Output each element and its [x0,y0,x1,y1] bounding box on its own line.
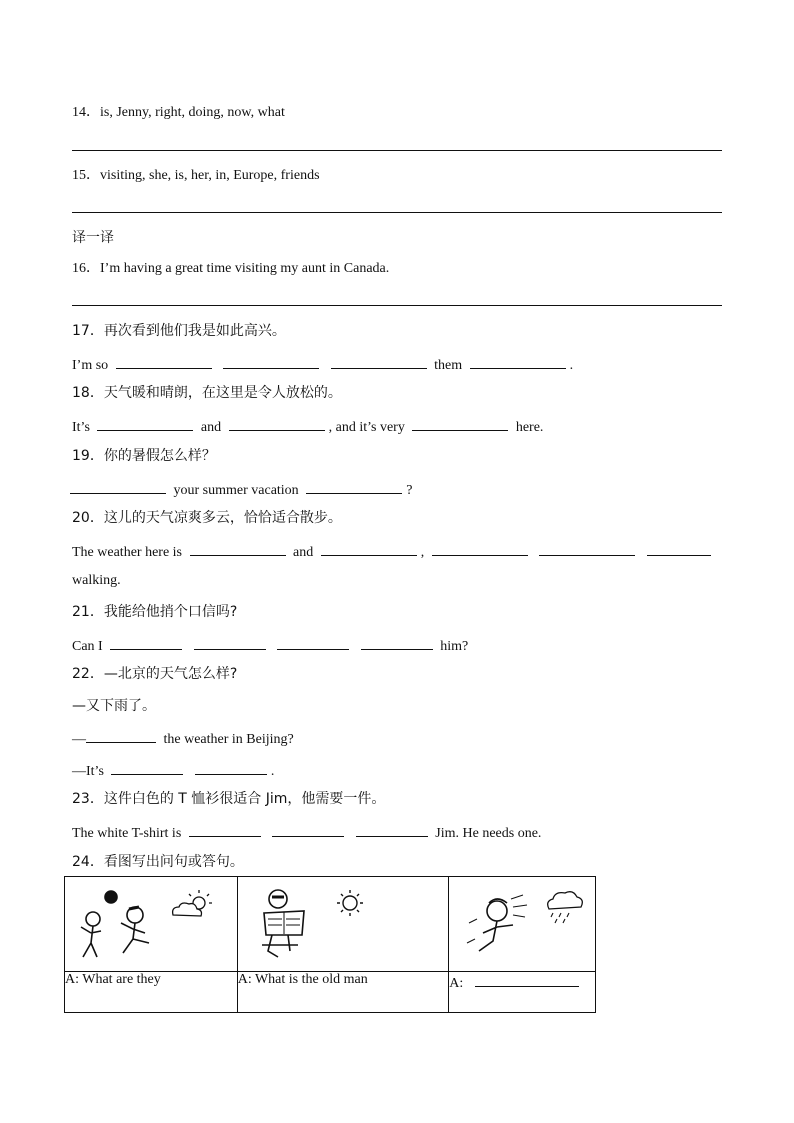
caption-text: A: What are they [65,972,161,987]
blank[interactable] [190,541,286,556]
sentence-text: and [293,545,314,560]
caption-text: A: What is the old man [237,972,368,987]
question-19-chinese [72,447,216,465]
question-17-chinese [72,322,286,340]
sentence-text: your summer vacation [173,483,299,498]
question-23-english [72,822,541,843]
picture-cell-2 [237,877,449,972]
question-number: 20． [72,510,104,526]
partly-cloudy-icon [173,890,212,916]
rain-cloud-icon [548,892,583,923]
sentence-text: —It’s [72,764,104,779]
chinese-sentence: —北京的天气怎么样? [103,666,238,682]
question-15 [72,167,320,185]
blank[interactable] [412,416,508,431]
sentence-text: . [569,358,574,373]
caption-cell-2 [237,972,449,1013]
blank[interactable] [539,541,635,556]
blank[interactable] [647,541,711,556]
answer-line-15[interactable] [72,212,722,213]
sentence-text: , [420,545,425,560]
picture-table [64,876,596,1013]
caption-text: A: [449,976,464,991]
sentence-to-translate: I’m having a great time visiting my aunt in Canada. [100,261,390,276]
blank[interactable] [277,635,349,650]
blank[interactable] [361,635,433,650]
question-22-english-b [72,760,274,781]
blank[interactable] [97,416,193,431]
chinese-sentence: 这儿的天气凉爽多云，恰恰适合散步。 [103,510,342,526]
sentence-text: The white T-shirt is [72,826,182,841]
blank[interactable] [195,760,267,775]
sentence-text: here. [515,420,544,435]
question-number: 16． [72,261,100,276]
question-18-english [72,416,543,437]
question-20-continued: walking. [72,573,121,588]
question-22-english-a [72,728,294,749]
chinese-sentence: 我能给他捎个口信吗? [103,604,238,620]
question-19-english [70,479,412,500]
question-number: 22． [72,666,104,682]
sentence-text: . [270,764,275,779]
word-list: is, Jenny, right, doing, now, what [100,105,285,120]
sentence-text: him? [440,639,469,654]
instruction: 看图写出问句或答句。 [103,854,244,870]
blank[interactable] [110,635,182,650]
question-number: 17． [72,323,104,339]
sentence-text: Jim. He needs one. [435,826,542,841]
question-14 [72,104,285,122]
question-number: 24． [72,854,104,870]
question-22-chinese [72,665,237,683]
question-16 [72,260,389,278]
question-20-chinese [72,509,342,527]
question-number: 18． [72,385,104,401]
section-heading-translate: 译一译 [72,230,114,246]
question-number: 15． [72,168,100,183]
answer-line-14[interactable] [72,150,722,151]
sentence-text: Can I [72,639,103,654]
old-man-reading-picture [262,890,304,957]
sentence-text: I’m so [72,358,109,373]
blank[interactable] [306,479,402,494]
sentence-text: The weather here is [72,545,182,560]
chinese-sentence: 再次看到他们我是如此高兴。 [103,323,286,339]
question-number: 21． [72,604,104,620]
question-21-english [72,635,468,656]
picture-cell-3 [449,877,596,972]
question-23-chinese [72,790,385,808]
blank[interactable] [321,541,417,556]
blank[interactable] [356,822,428,837]
blank[interactable] [70,479,166,494]
question-18-chinese [72,384,342,402]
chinese-sentence: 这件白色的 T 恤衫很适合 Jim，他需要一件。 [103,791,386,807]
question-20-english [72,541,711,562]
sentence-text: It’s [72,420,90,435]
sun-icon [337,890,363,916]
question-24-chinese [72,853,244,871]
blank[interactable] [475,972,579,987]
blank[interactable] [111,760,183,775]
blank[interactable] [432,541,528,556]
question-number: 23． [72,791,104,807]
sentence-text: them [434,358,463,373]
word-list: visiting, she, is, her, in, Europe, friends [100,168,320,183]
children-playing-ball-picture [81,891,149,957]
question-17-english [72,354,573,375]
blank[interactable] [194,635,266,650]
blank[interactable] [331,354,427,369]
sentence-text: — [72,732,86,747]
sentence-text: ? [406,483,413,498]
caption-cell-3 [449,972,596,1013]
answer-line-16[interactable] [72,305,722,306]
chinese-sentence: 天气暖和晴朗，在这里是令人放松的。 [103,385,342,401]
caption-cell-1 [65,972,238,1013]
blank[interactable] [470,354,566,369]
chinese-sentence: 你的暑假怎么样？ [103,448,216,464]
blank[interactable] [272,822,344,837]
blank[interactable] [86,728,156,743]
blank[interactable] [116,354,212,369]
question-22-chinese-answer: —又下雨了。 [72,698,156,714]
sentence-text: the weather in Beijing? [163,732,294,747]
sentence-text: and [200,420,222,435]
boy-in-wind-picture [467,895,527,951]
sentence-text: , and it’s very [328,420,405,435]
question-number: 14． [72,105,100,120]
question-number: 19． [72,448,104,464]
picture-cell-1 [65,877,238,972]
blank[interactable] [223,354,319,369]
question-21-chinese [72,603,237,621]
blank[interactable] [229,416,325,431]
blank[interactable] [189,822,261,837]
